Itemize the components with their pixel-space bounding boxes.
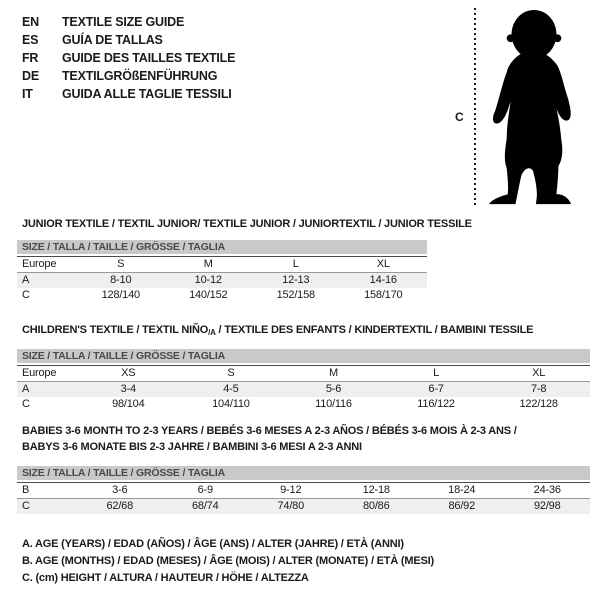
row-label: Europe <box>22 367 57 379</box>
babies-title-line2: BABYS 3-6 MONATE BIS 2-3 JAHRE / BAMBINI 3-6 MESI A 2-3 ANNI <box>22 441 362 453</box>
cell: 24-36 <box>533 484 561 496</box>
cell: 104/110 <box>212 398 250 410</box>
row-label: C <box>22 398 30 410</box>
cell: 18-24 <box>448 484 476 496</box>
language-list <box>22 13 235 103</box>
language-code: ES <box>22 33 39 47</box>
language-code: FR <box>22 51 39 65</box>
language-code: IT <box>22 87 33 101</box>
row-label: A <box>22 274 30 286</box>
table-row <box>17 397 590 412</box>
row-label: C <box>22 289 30 301</box>
cell: 62/68 <box>106 500 134 512</box>
language-title: TEXTILGRÖßENFÜHRUNG <box>62 69 218 83</box>
cell: 14-16 <box>369 274 397 286</box>
cell: S <box>117 258 125 270</box>
cell: XL <box>532 367 546 379</box>
height-measure-label: C <box>455 110 464 124</box>
language-title: GUÍA DE TALLAS <box>62 33 163 47</box>
cell: 68/74 <box>191 500 219 512</box>
language-row-de <box>22 67 235 85</box>
children-textile-section <box>17 323 590 412</box>
height-measure-dotted-line <box>474 8 476 208</box>
cell: S <box>227 367 235 379</box>
cell: 152/158 <box>276 289 315 301</box>
babies-size-header-bar: SIZE / TALLA / TAILLE / GRÖSSE / TAGLIA <box>17 466 590 480</box>
babies-title-line1: BABIES 3-6 MONTH TO 2-3 YEARS / BEBÉS 3-6 MESES A 2-3 AÑOS / BÉBÉS 3-6 MOIS À 2-3 ANS / <box>22 425 517 437</box>
table-row <box>17 483 590 499</box>
junior-section-title: JUNIOR TEXTILE / TEXTIL JUNIOR/ TEXTILE JUNIOR / JUNIORTEXTIL / JUNIOR TESSILE <box>22 218 472 230</box>
title-subscript: /A <box>208 328 216 337</box>
title-text: / TEXTILE DES ENFANTS / KINDERTEXTIL / BAMBINI TESSILE <box>215 324 534 336</box>
cell: 3-6 <box>112 484 128 496</box>
cell: 5-6 <box>325 383 342 395</box>
cell: 6-9 <box>197 484 213 496</box>
cell: 12-13 <box>282 274 310 286</box>
cell: XS <box>121 367 136 379</box>
babies-textile-section <box>17 423 590 514</box>
language-title: GUIDE DES TAILLES TEXTILE <box>62 51 236 65</box>
babies-table <box>17 482 590 514</box>
legend-line-a: A. AGE (YEARS) / EDAD (AÑOS) / ÂGE (ANS) / ALTER (JAHRE) / ETÀ (ANNI) <box>22 538 404 550</box>
cell: 92/98 <box>533 500 561 512</box>
babies-section-title <box>17 423 590 455</box>
cell: 12-18 <box>362 484 390 496</box>
language-row-it <box>22 85 235 103</box>
language-row-en <box>22 13 235 31</box>
cell: M <box>203 258 213 270</box>
junior-textile-section <box>17 217 472 303</box>
cell: 6-7 <box>428 383 444 395</box>
language-title: TEXTILE SIZE GUIDE <box>62 15 185 29</box>
children-size-header-bar: SIZE / TALLA / TAILLE / GRÖSSE / TAGLIA <box>17 349 590 363</box>
cell: 128/140 <box>101 289 140 301</box>
cell: 74/80 <box>277 500 305 512</box>
row-label: C <box>22 500 30 512</box>
cell: 122/128 <box>519 398 558 410</box>
table-row <box>17 288 427 303</box>
cell: 98/104 <box>112 398 145 410</box>
row-label: Europe <box>22 258 57 270</box>
table-row <box>17 366 590 382</box>
table-row <box>17 257 427 273</box>
row-label: A <box>22 383 30 395</box>
cell: 4-5 <box>223 383 239 395</box>
cell: L <box>292 258 299 270</box>
cell: 140/152 <box>189 289 228 301</box>
legend-line-c: C. (cm) HEIGHT / ALTURA / HAUTEUR / HÖHE / ALTEZZA <box>22 572 309 584</box>
language-code: DE <box>22 69 39 83</box>
cell: 3-4 <box>120 383 136 395</box>
table-row <box>17 499 590 514</box>
language-code: EN <box>22 15 39 29</box>
title-text: CHILDREN'S TEXTILE / TEXTIL NIÑO <box>22 324 209 336</box>
cell: 9-12 <box>280 484 302 496</box>
cell: 110/116 <box>315 398 352 410</box>
cell: XL <box>376 258 390 270</box>
legend-line-b: B. AGE (MONTHS) / EDAD (MESES) / ÂGE (MOIS) / ALTER (MONATE) / ETÀ (MESI) <box>22 555 434 567</box>
cell: 80/86 <box>362 500 390 512</box>
cell: 7-8 <box>531 383 547 395</box>
cell: M <box>329 367 338 379</box>
language-row-fr <box>22 49 235 67</box>
children-section-title <box>17 323 590 340</box>
language-title: GUIDA ALLE TAGLIE TESSILI <box>62 87 232 101</box>
cell: 158/170 <box>364 289 403 301</box>
table-row <box>17 382 590 397</box>
baby-silhouette <box>478 8 590 208</box>
row-label: B <box>22 484 30 496</box>
cell: 86/92 <box>448 500 476 512</box>
cell: 116/122 <box>417 398 455 410</box>
table-row <box>17 273 427 288</box>
junior-table <box>17 256 427 303</box>
junior-size-header-bar: SIZE / TALLA / TAILLE / GRÖSSE / TAGLIA <box>17 240 427 254</box>
language-row-es <box>22 31 235 49</box>
cell: 8-10 <box>110 274 132 286</box>
cell: L <box>433 367 440 379</box>
children-table <box>17 365 590 412</box>
cell: 10-12 <box>194 274 222 286</box>
legend <box>22 536 434 587</box>
